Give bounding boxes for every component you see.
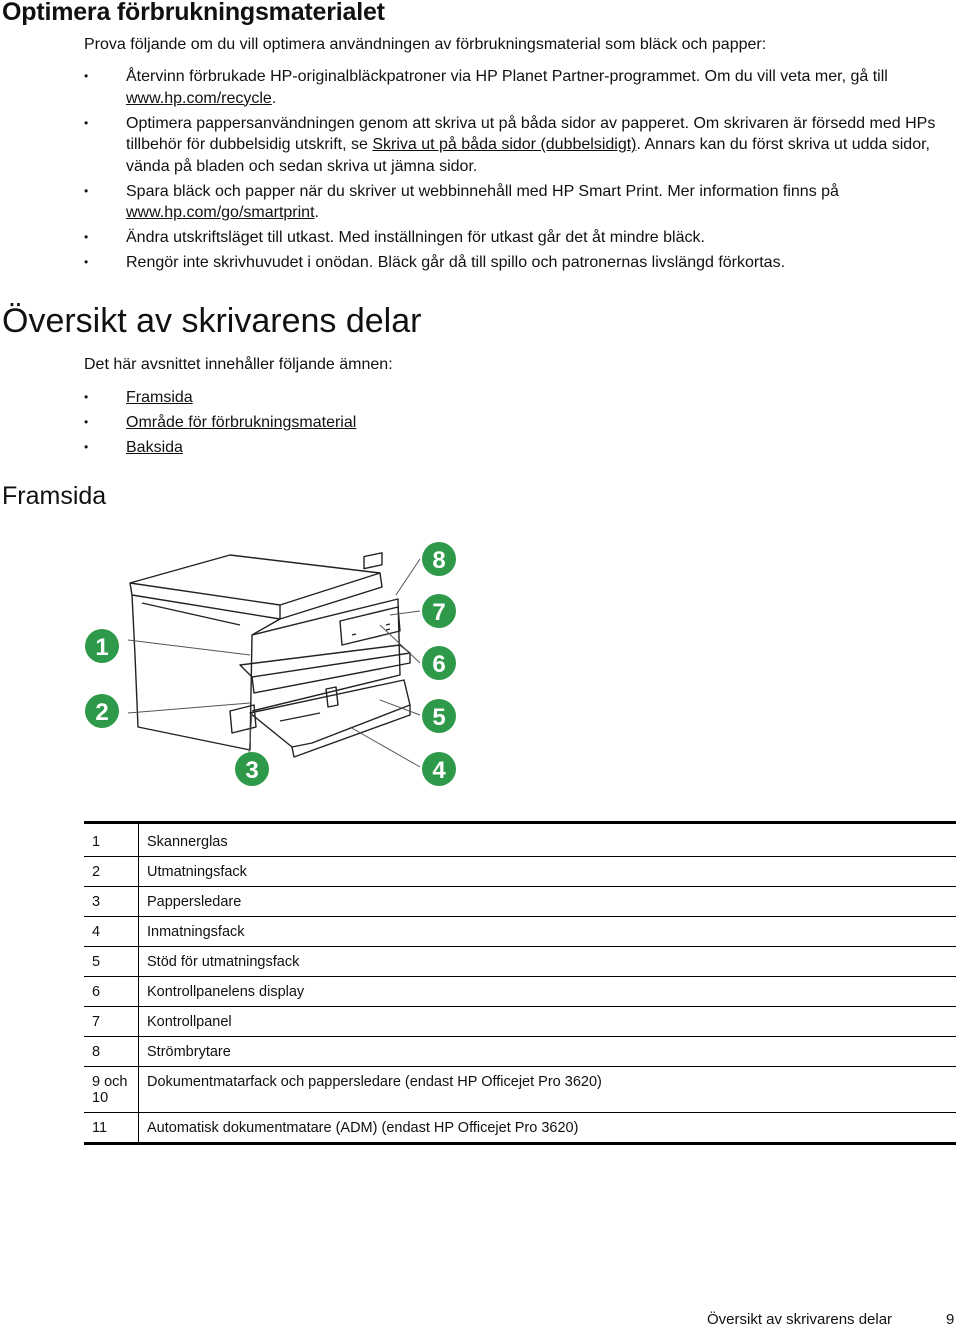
tip-link[interactable]: www.hp.com/recycle (126, 89, 272, 107)
table-row (84, 1113, 956, 1144)
tip-text-after: . Annars kan du först skriva ut udda sidor, vända på bladen och sedan skriva ut jämna sidor. (126, 136, 930, 175)
supplies-intro: Prova följande om du vill optimera användningen av förbrukningsmaterial som bläck och papper: (84, 36, 767, 53)
part-name: Inmatningsfack (139, 917, 957, 947)
table-row (84, 1067, 956, 1113)
part-number: 1 (84, 823, 139, 857)
part-number: 9 och 10 (84, 1067, 139, 1113)
part-number: 8 (84, 1037, 139, 1067)
svg-text:8: 8 (432, 547, 446, 574)
svg-text:4: 4 (432, 757, 446, 784)
callout-4 (422, 752, 456, 786)
part-number: 5 (84, 947, 139, 977)
callout-2 (85, 694, 119, 728)
part-name: Utmatningsfack (139, 857, 957, 887)
svg-text:5: 5 (432, 704, 446, 731)
callout-3 (235, 752, 269, 786)
table-row (84, 857, 956, 887)
section-title-supplies: Optimera förbrukningsmaterialet (2, 0, 385, 26)
tip-text: Optimera pappersanvändningen genom att skriva ut på båda sidor av papperet. Om skrivaren är försedd med HPs tillbehör för dubbelsidig utskrift, se (126, 114, 936, 153)
tip-text: Ändra utskriftsläget till utkast. Med inställningen för utkast går det åt mindre bläck. (126, 229, 705, 246)
table-row (84, 917, 956, 947)
supplies-tip-item (84, 227, 944, 249)
callout-6 (422, 646, 456, 680)
topic-item (84, 387, 944, 409)
footer-section-name: Översikt av skrivarens delar (707, 1311, 893, 1328)
part-name: Strömbrytare (139, 1037, 957, 1067)
part-number: 7 (84, 1007, 139, 1037)
topic-link-back[interactable]: Baksida (126, 439, 183, 456)
part-name: Dokumentmatarfack och pappersledare (endast HP Officejet Pro 3620) (139, 1067, 957, 1113)
part-number: 4 (84, 917, 139, 947)
table-row (84, 947, 956, 977)
tip-text: Återvinn förbrukade HP-originalbläckpatroner via HP Planet Partner-programmet. Om du vill veta mer, gå till (126, 68, 888, 85)
table-row (84, 823, 956, 857)
part-number: 11 (84, 1113, 139, 1144)
printer-front-diagram (80, 535, 470, 795)
tip-text: Spara bläck och papper när du skriver ut webbinnehåll med HP Smart Print. Mer information finns på (126, 182, 839, 200)
footer-page-number: 9 (946, 1311, 955, 1328)
svg-text:6: 6 (432, 651, 446, 678)
tip-link[interactable]: www.hp.com/go/smartprint (126, 204, 315, 221)
supplies-tip-item (84, 113, 944, 178)
supplies-tip-item (84, 66, 944, 109)
overview-intro: Det här avsnittet innehåller följande ämnen: (84, 356, 393, 373)
topic-item (84, 437, 944, 459)
part-name: Kontrollpanelens display (139, 977, 957, 1007)
tip-text: Rengör inte skrivhuvudet i onödan. Bläck går då till spillo och patronernas livslängd förkortas. (126, 254, 786, 271)
tip-link[interactable]: Skriva ut på båda sidor (dubbelsidigt) (372, 136, 637, 153)
part-name: Pappersledare (139, 887, 957, 917)
part-number: 2 (84, 857, 139, 887)
tip-text-after: . (314, 204, 319, 221)
table-row (84, 887, 956, 917)
topic-item (84, 412, 944, 434)
callout-7 (422, 594, 456, 628)
callout-1 (85, 629, 119, 663)
supplies-tips-list (84, 66, 944, 277)
printer-illustration (128, 553, 420, 767)
part-number: 6 (84, 977, 139, 1007)
svg-text:7: 7 (432, 599, 446, 626)
svg-text:1: 1 (95, 634, 109, 661)
part-name: Skannerglas (147, 834, 228, 850)
part-name: Automatisk dokumentmatare (ADM) (endast HP Officejet Pro 3620) (139, 1113, 957, 1144)
section-title-front: Framsida (2, 482, 107, 510)
supplies-tip-item (84, 181, 944, 224)
table-row (84, 1007, 956, 1037)
supplies-tip-item (84, 252, 944, 274)
table-row (84, 977, 956, 1007)
callout-8 (422, 542, 456, 576)
parts-table (84, 821, 956, 1145)
part-number: 3 (84, 887, 139, 917)
svg-text:3: 3 (245, 757, 259, 784)
tip-text-after: . (271, 89, 277, 107)
section-title-overview: Översikt av skrivarens delar (2, 302, 422, 340)
part-name: Stöd för utmatningsfack (139, 947, 957, 977)
table-row (84, 1037, 956, 1067)
topic-link-supplies-area[interactable]: Område för förbrukningsmaterial (126, 414, 357, 431)
overview-topic-list (84, 387, 944, 462)
part-name: Kontrollpanel (139, 1007, 957, 1037)
svg-text:2: 2 (95, 699, 109, 726)
topic-link-front[interactable]: Framsida (126, 389, 193, 406)
callout-5 (422, 699, 456, 733)
